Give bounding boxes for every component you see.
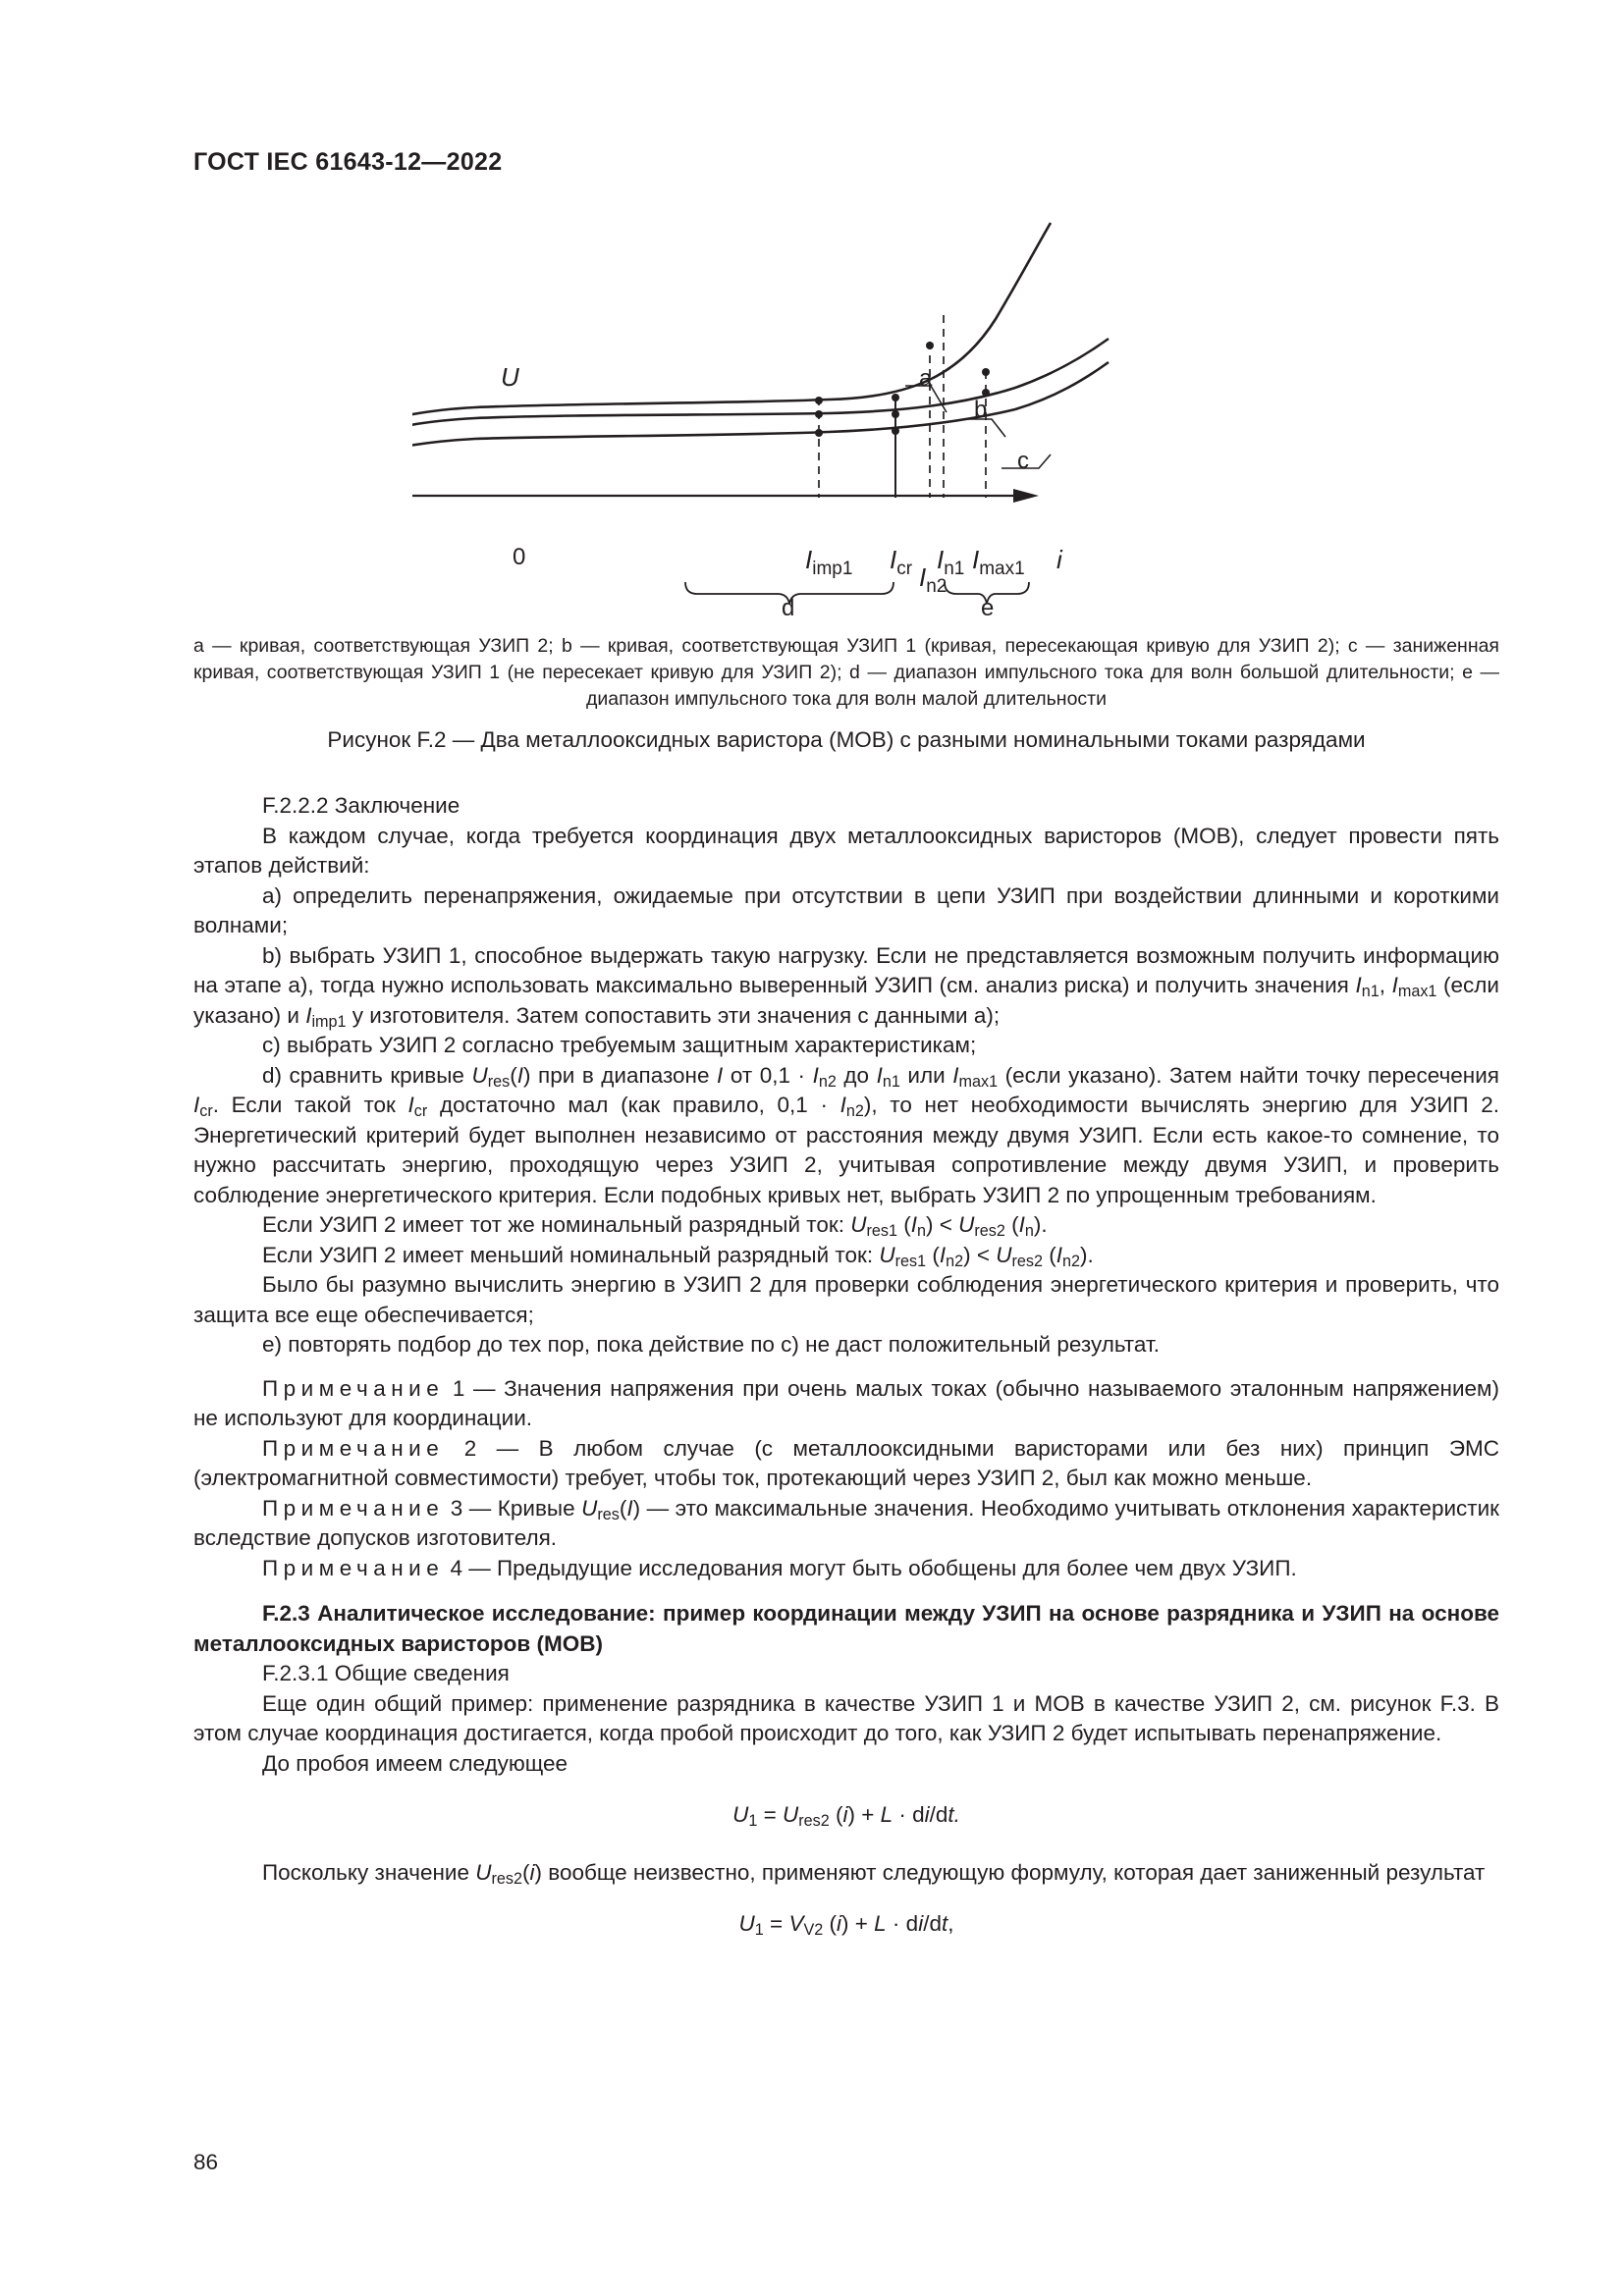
list-item: d) сравнить кривые $U_{res}(I)$ при в диапазоне I от $0,1 \cdot I_{n2}$ до $I_{n1}$ или $I_{max1}$ (если указано). Затем найти точку пересечения $I_{cr}$. Если такой ток $I_{cr}$ достаточно мал (как правило, $0,1 \cdot I_{n2}$), то нет необходимости вычислять энергию для УЗИП 2. Энергетический критерий будет выполнен независимо от расстояния между двумя УЗИП. Если есть какое-то сомнение, то нужно рассчитать энергию, проходящую через УЗИП 2, учитывая сопротивление между двумя УЗИП, и проверить соблюдение энергетического критерия. Если подобных кривых нет, выбрать УЗИП 2 по упрощенным требованиям. [193,1062,1499,1207]
subsection-heading: F.2.2.2 Заключение [262,793,460,818]
list-item: с) выбрать УЗИП 2 согласно требуемым защитным характеристикам; [262,1033,977,1057]
current-label-n2: $I_{n2}$ [919,562,947,597]
subsection-heading: F.2.3.1 Общие сведения [262,1661,510,1685]
curve-point [892,410,899,418]
curve-point [982,368,990,376]
curve-b-label: b [974,397,988,423]
current-label-imp1: $I_{imp1}$ [805,545,853,579]
curve-a [412,223,1051,496]
note: Примечание 3 — Кривые $U_{res}(I)$ — это максимальные значения. Необходимо учитывать отклонения характеристик вследствие допусков изготовителя. [193,1495,1499,1550]
paragraph: Было бы разумно вычислить энергию в УЗИП 2 для проверки соблюдения энергетического критерия и проверить, что защита все еще обеспечивается; [193,1272,1499,1327]
x-axis-label: i [1056,545,1062,574]
spacer [913,409,952,461]
curve-c-label: c [1017,448,1029,474]
figure-legend: а — кривая, соответствующая УЗИП 2; b — кривая, соответствующая УЗИП 1 (кривая, пересекающая кривую для УЗИП 2); с — заниженная кривая, соответствующая УЗИП 1 (не пересекает кривую для УЗИП 2); d — диапазон импульсного тока для волн большой длительности; е — диапазон импульсного тока для волн малой длительности [193,635,1499,710]
paragraph: Еще один общий пример: применение разрядника в качестве УЗИП 1 и МОВ в качестве УЗИП 2, см. рисунок F.3. В этом случае координация достигается, когда пробой происходит до того, как УЗИП 2 будет испытывать перенапряжение. [193,1690,1499,1745]
page-number: 86 [193,2150,219,2174]
condition-line: Если УЗИП 2 имеет меньший номинальный разрядный ток: $U_{res1}$ $(I_{n2}) < U_{res2}$ $(I_{n2})$. [262,1242,1094,1270]
document-header: ГОСТ IEC 61643-12—2022 [193,148,503,176]
note: Примечание 4 — Предыдущие исследования могут быть обобщены для более чем двух УЗИП. [262,1555,1297,1580]
curve-point [892,427,899,435]
section-heading: F.2.3 Аналитическое исследование: пример координации между УЗИП на основе разрядника и УЗИП на основе металлооксидных варисторов (МОВ) [193,1601,1499,1656]
list-item: а) определить перенапряжения, ожидаемые при отсутствии в цепи УЗИП при воздействии длинными и короткими волнами; [193,882,1499,937]
paragraph: Поскольку значение $U_{res2}(i)$ вообще неизвестно, применяют следующую формулу, которая дает заниженный результат [262,1859,1486,1888]
curve-point [815,429,823,437]
note: Примечание 2 — В любом случае (с металлооксидными варисторами или без них) принцип ЭМС (электромагнитной совместимости) требует, чтобы ток, протекающий через УЗИП 2, был как можно меньше. [193,1435,1499,1490]
current-label-max1: $I_{max1}$ [972,545,1025,579]
origin-label: 0 [513,544,526,570]
note: Примечание 1 — Значения напряжения при очень малых токах (обычно называемого эталонным напряжением) не используют для координации. [193,1375,1499,1430]
condition-line: Если УЗИП 2 имеет тот же номинальный разрядный ток: $U_{res1}$ $(I_n) < U_{res2}$ $(I_n)$. [262,1212,1048,1240]
list-item: е) повторять подбор до тех пор, пока действие по с) не даст положительный результат. [262,1332,1160,1357]
curve-point [892,394,899,401]
y-axis-label: U [501,362,519,392]
formula: $U_1 = V_{V2}$ (i) + L · di/dt, [738,1911,954,1939]
range-label-e: e [981,595,995,621]
paragraph: До пробоя имеем следующее [262,1750,568,1776]
formula: $U_1 = U_{res2}$ (i) + L · di/dt. [732,1802,960,1830]
x-axis-arrow-icon [1013,489,1039,503]
range-label-d: d [782,595,795,621]
current-label-cr: $I_{cr}$ [890,545,913,579]
figure-f2 [412,211,1296,623]
current-label-n1: $I_{n1}$ [937,545,965,579]
list-item: b) выбрать УЗИП 1, способное выдержать такую нагрузку. Если не представляется возможным получить информацию на этапе а), тогда нужно использовать максимально выверенный УЗИП (см. анализ риска) и получить значения $I_{n1}$, $I_{max1}$ (если указано) и $I_{imp1}$ у изготовителя. Затем сопоставить эти значения с данными а); [193,942,1499,1031]
curve-point [815,397,823,404]
body-text [193,791,1499,1940]
curve-point [982,389,990,397]
paragraph: В каждом случае, когда требуется координация двух металлооксидных варисторов (МОВ), следует провести пять этапов действий: [193,823,1499,878]
curve-point [926,342,934,349]
curve-point [815,410,823,418]
curve-a-label: a [919,365,933,392]
figure-caption: Рисунок F.2 — Два металлооксидных варистора (МОВ) с разными номинальными токами разрядами [327,727,1366,752]
